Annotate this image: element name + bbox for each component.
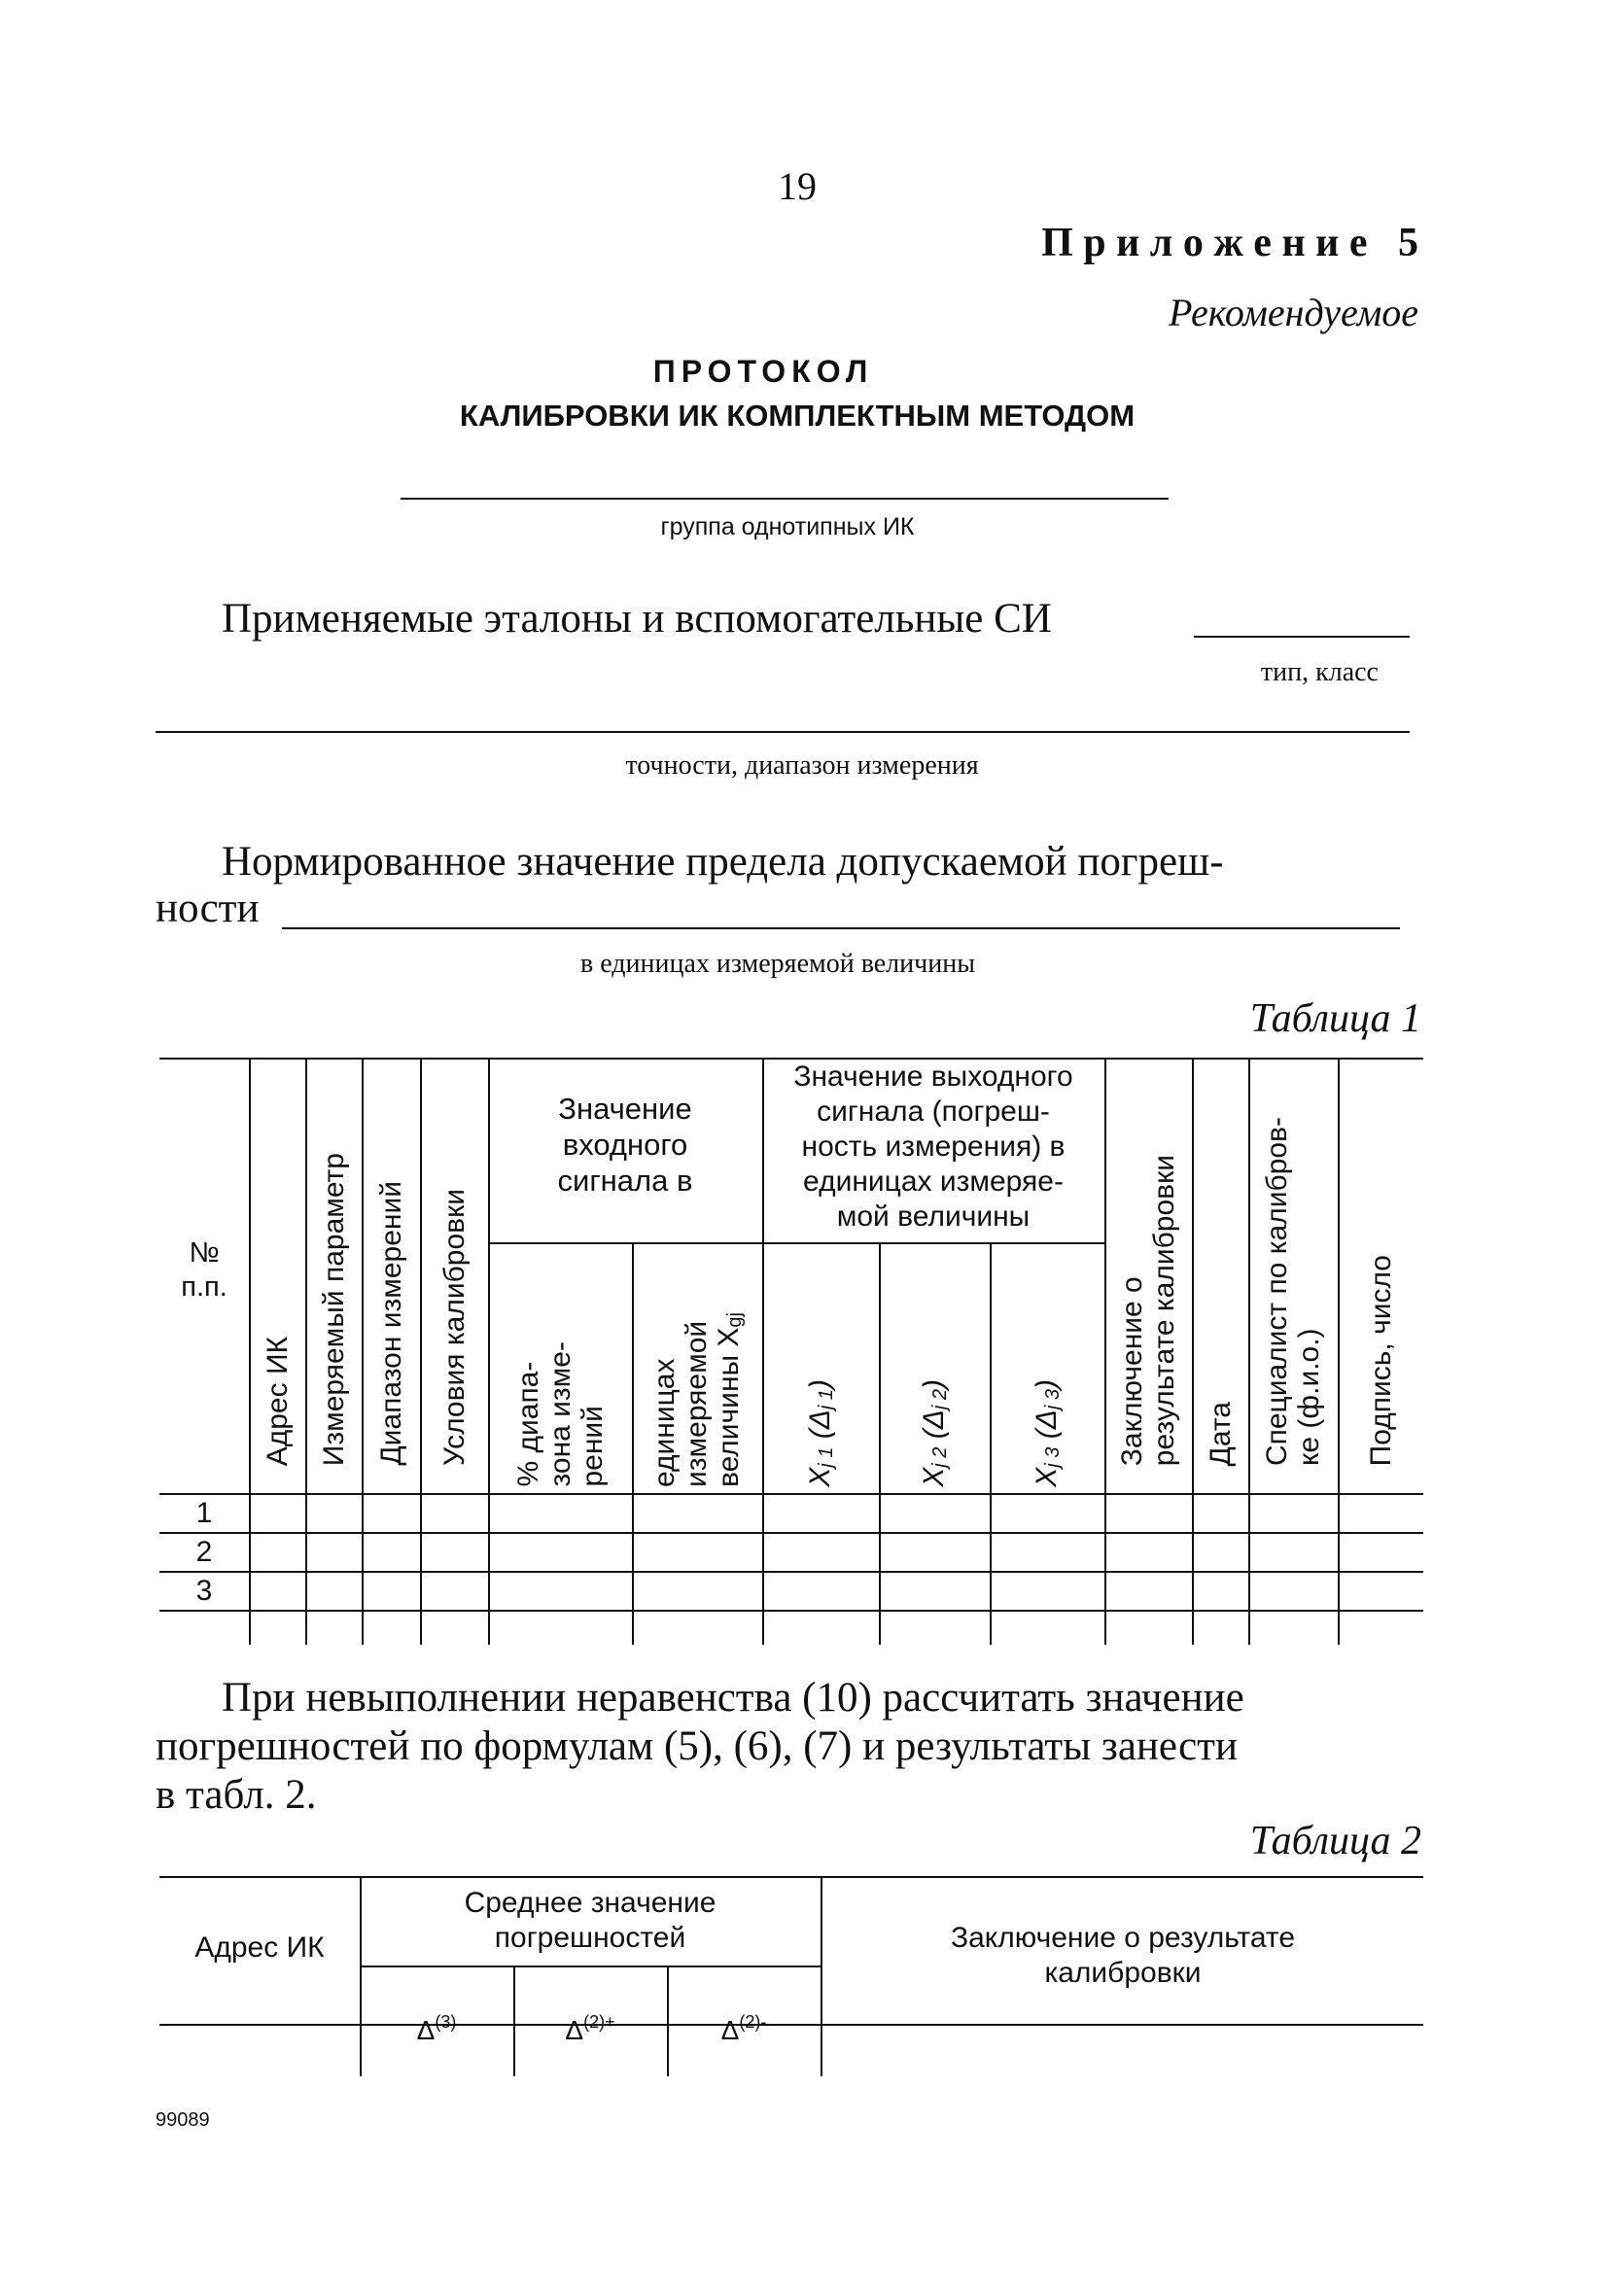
t1-header-address: Адрес ИК <box>261 1336 294 1466</box>
t2-top-rule <box>159 1876 1423 1878</box>
group-line <box>401 498 1169 500</box>
group-caption: группа однотипных ИК <box>660 513 915 540</box>
t1-header-bottom-rule <box>159 1493 1423 1495</box>
t1-header-x1: $X_{j 1}$ $(\Delta_{j 1})$ <box>804 1379 837 1487</box>
t1-header-num: № п.п. <box>181 1237 227 1303</box>
appendix-title: П р и л о ж е н и е 5 <box>1041 221 1418 265</box>
t1-header-input-units: единицах измеряемой величины $X_{gj}$ <box>648 1312 746 1487</box>
standards-label: Применяемые эталоны и вспомогательные СИ <box>222 596 1052 642</box>
t1-header-input-group: Значение входного сигнала в <box>557 1092 693 1199</box>
appendix-status: Рекомендуемое <box>1168 291 1418 334</box>
t2-header-delta-2-minus: $\Delta^{(2)-}$ <box>720 2011 767 2045</box>
t1-header-signature: Подпись, число <box>1364 1254 1397 1466</box>
t1-row-number-3: 3 <box>195 1575 213 1607</box>
t1-group-rule-1 <box>488 1242 762 1244</box>
standards-line-2 <box>156 731 1410 733</box>
t2-header-delta-3: $\Delta^{(3)}$ <box>416 2011 457 2045</box>
t1-header-output-group: Значение выходного сигнала (погреш- ность измерения) в единицах измеряе- мой величины <box>793 1061 1073 1233</box>
error-caption: в единицах измеряемой величины <box>580 949 975 979</box>
t1-col-rule <box>632 1242 634 1645</box>
protocol-title: ПРОТОКОЛ <box>652 354 874 389</box>
t2-header-address: Адрес ИК <box>194 1931 325 1964</box>
t1-header-x2: $X_{j 2}$ $(\Delta_{j 2})$ <box>918 1379 951 1487</box>
t2-group-rule <box>360 1966 821 1967</box>
footer-code: 99089 <box>156 2109 210 2131</box>
t1-header-range: Диапазон измерений <box>374 1181 407 1466</box>
t1-header-input-pct: % диапа- зона изме- рений <box>511 1341 609 1487</box>
t1-row-rule-1 <box>159 1532 1423 1534</box>
standards-caption-1: тип, класс <box>1260 657 1379 687</box>
paragraph-line-2: погрешностей по формулам (5), (6), (7) и результаты занести <box>156 1723 1238 1769</box>
t2-header-mean-group: Среднее значение погрешностей <box>464 1887 717 1954</box>
t1-header-conditions: Условия калибровки <box>437 1189 471 1466</box>
t1-header-x3: $X_{j 3}$ $(\Delta_{j 3})$ <box>1031 1379 1064 1487</box>
error-label-line-2: ности <box>156 886 260 931</box>
page-number: 19 <box>778 164 817 208</box>
paragraph-line-3: в табл. 2. <box>156 1772 317 1818</box>
standards-caption-2: точности, диапазон измерения <box>625 750 979 781</box>
protocol-subtitle: КАЛИБРОВКИ ИК КОМПЛЕКТНЫМ МЕТОДОМ <box>459 399 1136 433</box>
t1-row-number-1: 1 <box>195 1497 213 1529</box>
t1-row-rule-2 <box>159 1571 1423 1573</box>
t1-row-rule-3 <box>159 1610 1423 1612</box>
standards-line-1 <box>1194 636 1410 638</box>
t2-header-conclusion: Заключение о результате калибровки <box>950 1922 1296 1989</box>
error-label-line-1: Нормированное значение предела допускаемой погреш- <box>222 839 1224 885</box>
t1-row-number-2: 2 <box>195 1536 213 1568</box>
t1-header-param: Измеряемый параметр <box>317 1152 350 1466</box>
table2-caption: Таблица 2 <box>1249 1819 1421 1863</box>
t2-header-delta-2-plus: $\Delta^{(2)+}$ <box>565 2011 615 2045</box>
table1-caption: Таблица 1 <box>1249 996 1421 1041</box>
t1-group-rule-2 <box>762 1242 1104 1244</box>
t1-header-specialist: Специалист по калибров- ке (ф.и.о.) <box>1261 1116 1325 1466</box>
paragraph-line-1: При невыполнении неравенства (10) рассчитать значение <box>222 1675 1244 1721</box>
t1-header-conclusion: Заключение о результате калибровки <box>1116 1154 1180 1466</box>
t1-header-date: Дата <box>1204 1401 1237 1466</box>
error-line <box>282 927 1400 929</box>
